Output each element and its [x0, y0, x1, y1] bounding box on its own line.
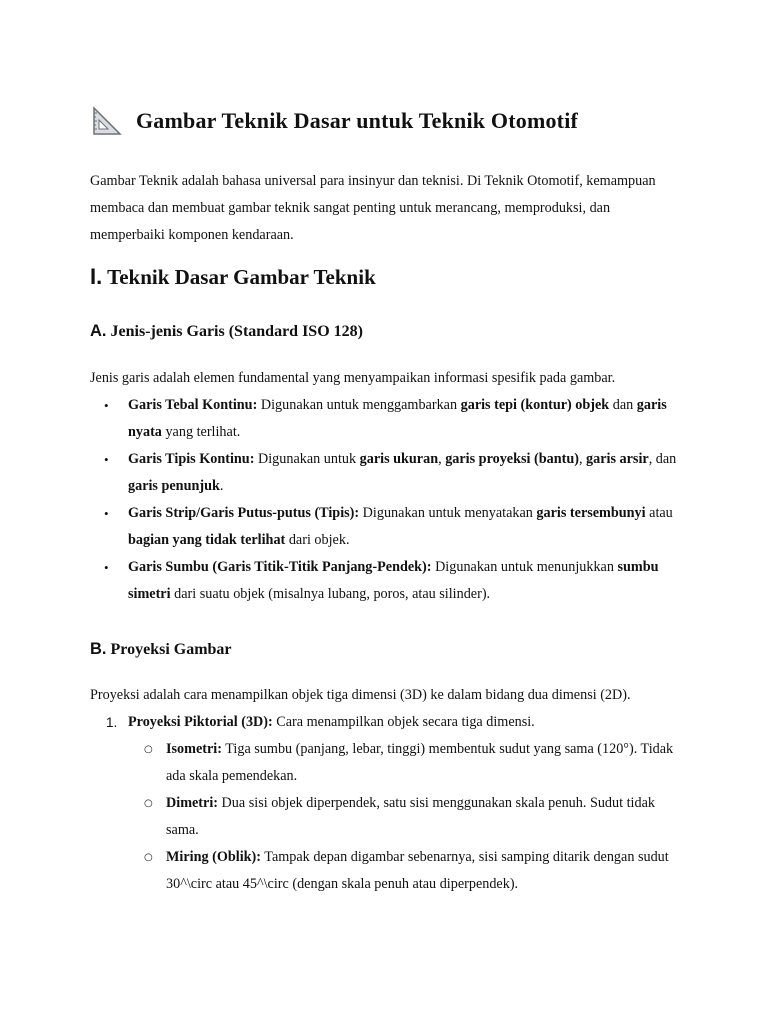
sub-list-item: [128, 790, 680, 844]
list-number: 1.: [106, 715, 118, 730]
bold-text: garis arsir: [586, 451, 649, 467]
sub-list-item: [128, 736, 680, 790]
bullet-icon: •: [104, 560, 109, 575]
bold-text: Proyeksi Piktorial (3D):: [128, 714, 273, 730]
section-heading: [90, 264, 376, 290]
document-title-row: [90, 104, 578, 138]
text-run: Digunakan untuk: [254, 451, 360, 467]
bold-text: garis proyeksi (bantu): [445, 451, 579, 467]
text-run: Digunakan untuk menunjukkan: [431, 559, 618, 575]
bullet-icon: •: [104, 398, 109, 413]
bold-text: Garis Strip/Garis Putus-putus (Tipis):: [128, 505, 360, 521]
sub-list: [128, 736, 680, 898]
numbered-list-item: [90, 709, 680, 898]
sub-list-item: [128, 844, 680, 898]
bold-text: garis penunjuk: [128, 478, 220, 494]
subsection-heading-a: [90, 322, 363, 341]
text-run: ,: [438, 451, 446, 467]
bold-text: garis tersembunyi: [536, 505, 646, 521]
subsection-heading-b: [90, 640, 232, 659]
text-run: Digunakan untuk menggambarkan: [257, 397, 461, 413]
text-run: Tiga sumbu (panjang, lebar, tinggi) membentuk sudut yang sama (120°). Tidak ada skala pemendekan.: [166, 741, 674, 784]
bullet-icon: •: [104, 506, 109, 521]
text-run: Digunakan untuk menyatakan: [359, 505, 537, 521]
subsection-letter: A.: [90, 322, 107, 340]
text-run: Dua sisi objek diperpendek, satu sisi menggunakan skala penuh. Sudut tidak sama.: [166, 795, 655, 838]
text-run: yang terlihat.: [161, 424, 241, 440]
bold-text: Garis Tebal Kontinu:: [128, 397, 258, 413]
list-item: [90, 392, 680, 446]
bold-text: bagian yang tidak terlihat: [128, 532, 286, 548]
triangle-ruler-icon: [90, 104, 124, 138]
list-item: [90, 500, 680, 554]
bold-text: garis nyata: [128, 397, 667, 440]
page-title: Gambar Teknik Dasar untuk Teknik Otomotif: [136, 108, 579, 133]
subsection-title: Proyeksi Gambar: [110, 641, 232, 658]
list-item: [90, 554, 680, 608]
bullet-icon: •: [104, 452, 109, 467]
bold-text: Garis Tipis Kontinu:: [128, 451, 255, 467]
projection-intro: Proyeksi adalah cara menampilkan objek tiga dimensi (3D) ke dalam bidang dua dimensi (2D).: [90, 687, 631, 703]
bold-text: Miring (Oblik):: [166, 849, 261, 865]
text-run: atau: [645, 505, 673, 521]
section-number: I.: [90, 264, 103, 289]
hollow-bullet-icon: ○: [144, 744, 153, 755]
list-item: [90, 446, 680, 500]
line-types-intro: Jenis garis adalah elemen fundamental yang menyampaikan informasi spesifik pada gambar.: [90, 370, 616, 386]
bold-text: sumbu simetri: [128, 559, 659, 602]
intro-paragraph: Gambar Teknik adalah bahasa universal para insinyur dan teknisi. Di Teknik Otomotif, kemampuan membaca dan membuat gambar teknik sangat penting untuk merancang, memproduksi, dan memperbaiki komponen kendaraan.: [90, 173, 656, 243]
subsection-letter: B.: [90, 640, 107, 658]
text-run: .: [219, 478, 224, 494]
hollow-bullet-icon: ○: [144, 798, 153, 809]
bold-text: Isometri:: [166, 741, 222, 757]
bold-text: garis ukuran: [359, 451, 439, 467]
text-run: Tampak depan digambar sebenarnya, sisi samping ditarik dengan sudut 30^\circ atau 45^\circ (dengan skala penuh atau diperpendek).: [166, 849, 669, 892]
projection-list: [90, 709, 680, 898]
text-run: dari objek.: [285, 532, 350, 548]
bold-text: Dimetri:: [166, 795, 218, 811]
line-types-list: [90, 392, 680, 608]
text-run: , dan: [648, 451, 677, 467]
text-run: dan: [609, 397, 637, 413]
bold-text: garis tepi (kontur) objek: [460, 397, 610, 413]
text-run: Cara menampilkan objek secara tiga dimensi.: [272, 714, 535, 730]
text-run: ,: [578, 451, 587, 467]
text-run: dari suatu objek (misalnya lubang, poros, atau silinder).: [170, 586, 491, 602]
bold-text: Garis Sumbu (Garis Titik-Titik Panjang-Pendek):: [128, 559, 432, 575]
hollow-bullet-icon: ○: [144, 852, 153, 863]
section-title: Teknik Dasar Gambar Teknik: [107, 265, 376, 289]
subsection-title: Jenis-jenis Garis (Standard ISO 128): [110, 323, 363, 340]
